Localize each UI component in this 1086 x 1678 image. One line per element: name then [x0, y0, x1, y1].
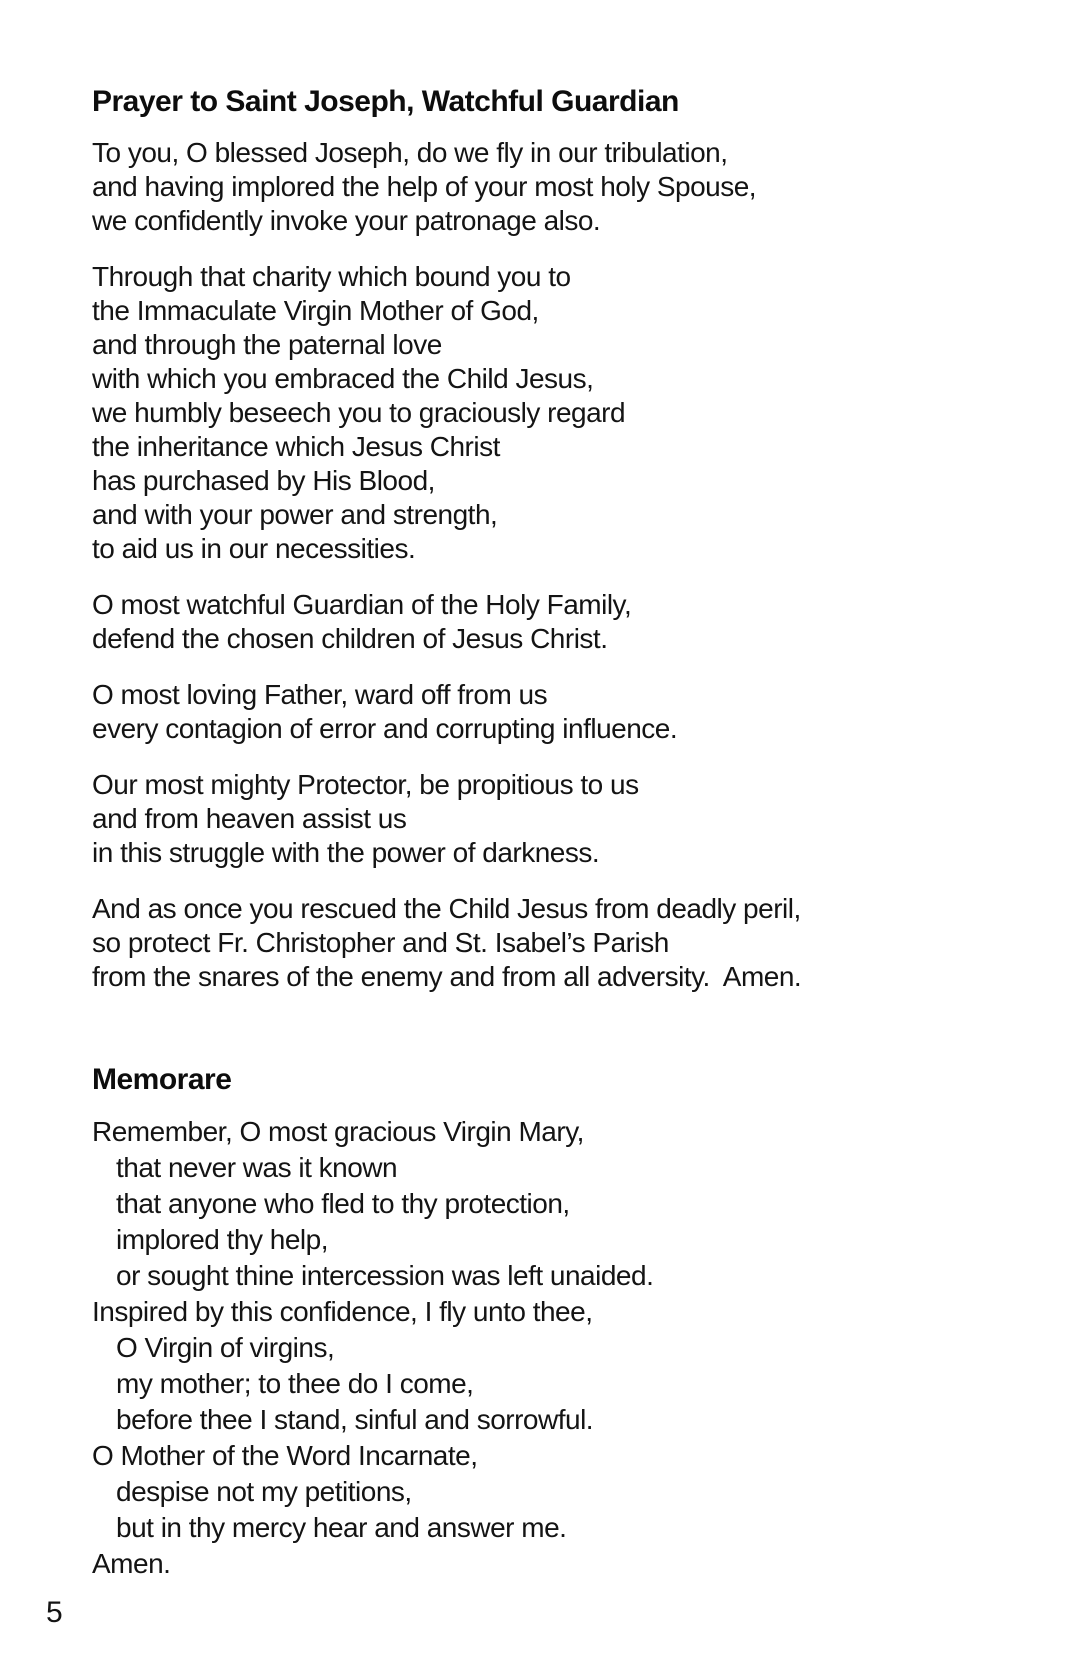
- prayer-line: implored thy help,: [116, 1224, 329, 1255]
- prayer-line: and with your power and strength,: [92, 499, 498, 530]
- stanza: [92, 260, 992, 566]
- stanza: [92, 136, 992, 238]
- page-number: 5: [46, 1596, 63, 1629]
- prayer-line: that anyone who fled to thy protection,: [116, 1188, 570, 1219]
- prayer-line: but in thy mercy hear and answer me.: [116, 1512, 567, 1543]
- stanza: [92, 588, 992, 656]
- section-prayer-to-saint-joseph: [92, 84, 992, 994]
- prayer-line: before thee I stand, sinful and sorrowful.: [116, 1404, 594, 1435]
- prayer-line: Our most mighty Protector, be propitious to us: [92, 769, 639, 800]
- prayer-line: to aid us in our necessities.: [92, 533, 416, 564]
- prayer-line: despise not my petitions,: [116, 1476, 412, 1507]
- section-title-prayer-to-saint-joseph: Prayer to Saint Joseph, Watchful Guardian: [92, 85, 679, 118]
- prayer-line: in this struggle with the power of darkness.: [92, 837, 600, 868]
- prayer-line: or sought thine intercession was left unaided.: [116, 1260, 654, 1291]
- prayer-line: the inheritance which Jesus Christ: [92, 431, 500, 462]
- prayer-line: and from heaven assist us: [92, 803, 407, 834]
- prayer-line: so protect Fr. Christopher and St. Isabel’s Parish: [92, 927, 669, 958]
- prayer-line: from the snares of the enemy and from all adversity. Amen.: [92, 961, 802, 992]
- prayer-line: O most watchful Guardian of the Holy Family,: [92, 589, 632, 620]
- prayer-line: To you, O blessed Joseph, do we fly in our tribulation,: [92, 137, 728, 168]
- section-title-memorare: Memorare: [92, 1063, 232, 1096]
- prayer-line: Remember, O most gracious Virgin Mary,: [92, 1116, 584, 1147]
- prayer-line: Through that charity which bound you to: [92, 261, 571, 292]
- prayer-line: O most loving Father, ward off from us: [92, 679, 548, 710]
- prayer-line: O Mother of the Word Incarnate,: [92, 1440, 478, 1471]
- page-content: [92, 0, 992, 1582]
- prayer-line: and through the paternal love: [92, 329, 442, 360]
- prayer-line: has purchased by His Blood,: [92, 465, 435, 496]
- prayer-line: And as once you rescued the Child Jesus from deadly peril,: [92, 893, 801, 924]
- prayer-line: my mother; to thee do I come,: [116, 1368, 474, 1399]
- prayer-line: defend the chosen children of Jesus Christ.: [92, 623, 608, 654]
- stanza: [92, 892, 992, 994]
- prayer-line: every contagion of error and corrupting influence.: [92, 713, 678, 744]
- prayer-line: with which you embraced the Child Jesus,: [92, 363, 594, 394]
- stanza: [92, 1114, 992, 1582]
- prayer-line: and having implored the help of your most holy Spouse,: [92, 171, 757, 202]
- prayer-line: Amen.: [92, 1548, 171, 1579]
- prayer-line: the Immaculate Virgin Mother of God,: [92, 295, 539, 326]
- prayer-line: O Virgin of virgins,: [116, 1332, 335, 1363]
- section-memorare: [92, 1062, 992, 1582]
- prayer-line: that never was it known: [116, 1152, 398, 1183]
- prayer-line: we humbly beseech you to graciously regard: [92, 397, 626, 428]
- stanza: [92, 678, 992, 746]
- prayer-line: Inspired by this confidence, I fly unto thee,: [92, 1296, 593, 1327]
- stanza: [92, 768, 992, 870]
- prayer-line: we confidently invoke your patronage also.: [92, 205, 601, 236]
